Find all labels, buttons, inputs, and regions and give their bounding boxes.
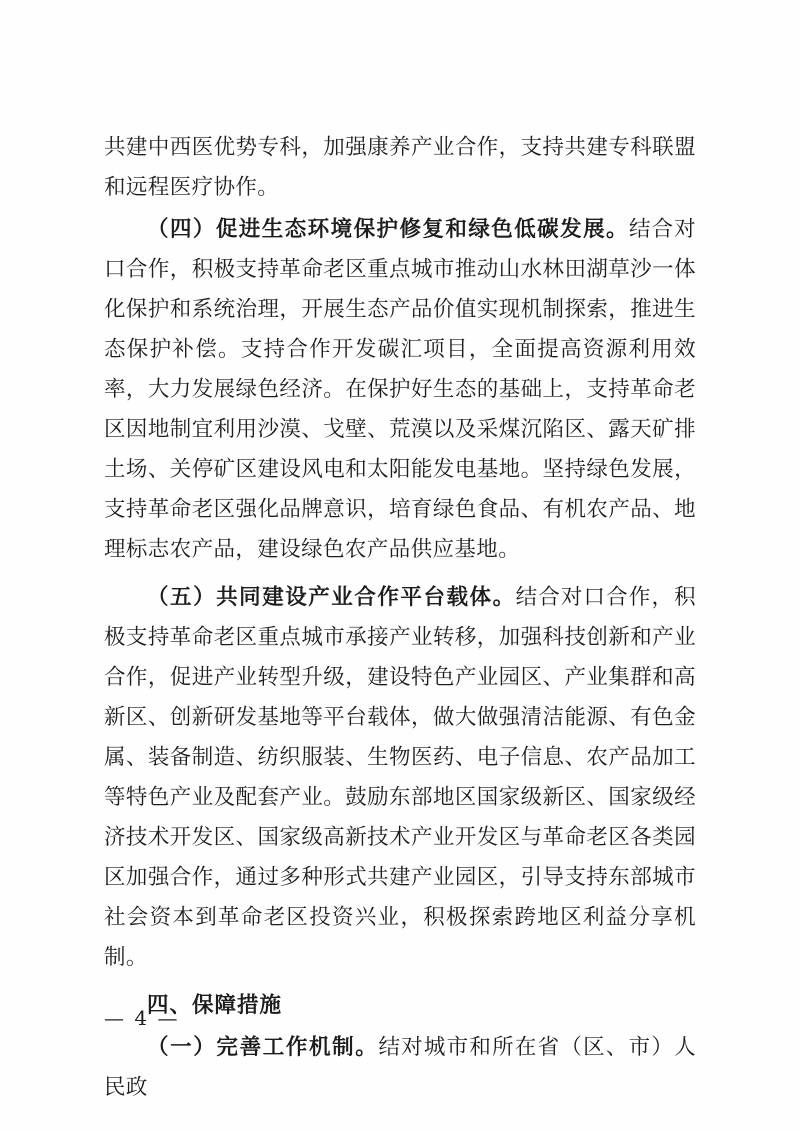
paragraph-lead-label: （一）完善工作机制。 [147,1035,379,1060]
section-heading-four: 四、保障措施 [147,993,283,1018]
paragraph-section-four [104,210,696,570]
paragraph-lead-label: （四）促进生态环境保护修复和绿色低碳发展。 [147,217,629,242]
paragraph-section-five [104,578,696,978]
paragraph-text: 结合对口合作，积极支持革命老区重点城市承接产业转移，加强科技创新和产业合作，促进产业转型升级，建设特色产业园区、产业集群和高新区、创新研发基地等平台载体，做大做强清洁能源、有色金属、装备制造、纺织服装、生物医药、电子信息、农产品加工等特色产业及配套产业。鼓励东部地区国家级新区、国家级经济技术开发区、国家级高新技术产业开发区与革命老区各类园区加强合作，通过多种形式共建产业园区，引导支持东部城市社会资本到革命老区投资兴业，积极探索跨地区利益分享机制。 [104,585,696,970]
page-number: — 4 — [104,1006,180,1030]
paragraph-text: 共建中西医优势专科，加强康养产业合作，支持共建专科联盟和远程医疗协作。 [104,135,696,200]
document-body [104,128,696,1110]
paragraph-section-four-one [104,1028,696,1108]
paragraph-continued [104,128,696,208]
paragraph-text: 结对城市和所在省（区、市）人民政 [104,1035,696,1100]
paragraph-lead-label: （五）共同建设产业合作平台载体。 [147,585,516,610]
paragraph-text: 结合对口合作，积极支持革命老区重点城市推动山水林田湖草沙一体化保护和系统治理，开展生态产品价值实现机制探索，推进生态保护补偿。支持合作开发碳汇项目，全面提高资源利用效率，大力发展绿色经济。在保护好生态的基础上，支持革命老区因地制宜利用沙漠、戈壁、荒漠以及采煤沉陷区、露天矿排土场、关停矿区建设风电和太阳能发电基地。坚持绿色发展，支持革命老区强化品牌意识，培育绿色食品、有机农产品、地理标志农产品，建设绿色农产品供应基地。 [104,217,696,562]
